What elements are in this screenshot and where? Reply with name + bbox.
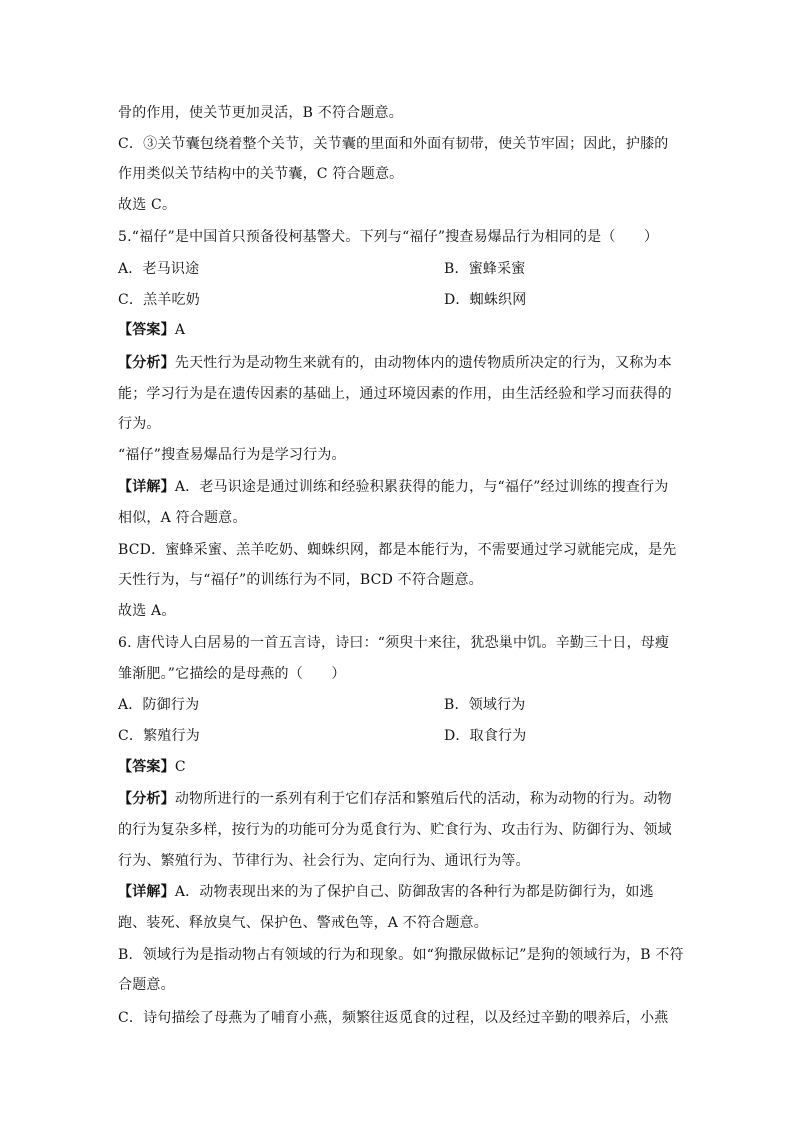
option-b: B．蜜蜂采蜜 (444, 261, 526, 277)
analysis-text: 动物所进行的一系列有利于它们存活和繁殖后代的活动，称为动物的行为。动物 (174, 791, 672, 807)
option-a: A．老马识途 (118, 261, 200, 277)
answer-line (118, 320, 185, 340)
text-line: C．诗句描绘了母燕为了哺育小燕，频繁往返觅食的过程，以及经过辛勤的喂养后，小燕 (118, 1010, 669, 1026)
analysis-line (118, 789, 672, 809)
detail-heading: 【详解】 (118, 884, 175, 900)
text-line: 故选 C。 (118, 197, 177, 213)
question-5-stem: 5.“福仔”是中国首只预备役柯基警犬。下列与“福仔”搜查易爆品行为相同的是（ ） (118, 229, 659, 245)
option-b: B．领域行为 (444, 697, 526, 713)
answer-line (118, 757, 186, 777)
text-line: 合题意。 (118, 977, 175, 993)
option-d: D．取食行为 (444, 728, 527, 744)
text-line: “福仔”搜查易爆品行为是学习行为。 (118, 447, 346, 463)
option-d: D．蜘蛛织网 (444, 292, 527, 308)
analysis-line (118, 353, 672, 373)
answer-value: C (174, 759, 186, 775)
option-c: C．繁殖行为 (118, 728, 200, 744)
detail-line (118, 882, 654, 902)
text-line: 的行为复杂多样，按行为的功能可分为觅食行为、贮食行为、攻击行为、防御行为、领域 (118, 822, 672, 838)
detail-text: A．动物表现出来的为了保护自己、防御敌害的各种行为都是防御行为，如逃 (174, 884, 654, 900)
analysis-heading: 【分析】 (118, 355, 175, 371)
detail-heading: 【详解】 (118, 479, 175, 495)
text-line: BCD．蜜蜂采蜜、羔羊吃奶、蜘蛛织网，都是本能行为，不需要通过学习就能完成，是先 (118, 542, 677, 558)
detail-text: A．老马识途是通过训练和经验积累获得的能力，与“福仔”经过训练的搜查行为 (174, 479, 669, 495)
text-line: 行为。 (118, 416, 161, 432)
answer-heading: 【答案】 (118, 322, 175, 338)
text-line: 行为、繁殖行为、节律行为、社会行为、定向行为、通讯行为等。 (118, 853, 530, 869)
answer-value: A (174, 322, 186, 338)
analysis-text: 先天性行为是动物生来就有的，由动物体内的遗传物质所决定的行为，又称为本 (174, 355, 672, 371)
analysis-heading: 【分析】 (118, 791, 175, 807)
text-line: 故选 A。 (118, 603, 176, 619)
detail-line (118, 477, 668, 497)
text-line: 雏渐肥。”它描绘的是母燕的（ ） (118, 666, 346, 682)
option-a: A．防御行为 (118, 697, 200, 713)
text-line: 跑、装死、释放臭气、保护色、警戒色等，A 不符合题意。 (118, 915, 488, 931)
option-c: C．羔羊吃奶 (118, 292, 200, 308)
text-line: C．③关节囊包绕着整个关节，关节囊的里面和外面有韧带，使关节牢固；因此，护膝的 (118, 136, 669, 152)
question-6-stem: 6. 唐代诗人白居易的一首五言诗，诗曰：“须臾十来往，犹恐巢中饥。辛勤三十日，母瘦 (118, 635, 670, 651)
text-line: 作用类似关节结构中的关节囊，C 符合题意。 (118, 166, 404, 182)
text-line: B．领域行为是指动物占有领域的行为和现象。如“狗撒尿做标记”是狗的领域行为，B 不符 (118, 947, 684, 963)
answer-heading: 【答案】 (118, 759, 175, 775)
text-line: 能；学习行为是在遗传因素的基础上，通过环境因素的作用，由生活经验和学习而获得的 (118, 386, 672, 402)
text-line: 相似，A 符合题意。 (118, 510, 247, 526)
text-line: 骨的作用，使关节更加灵活，B 不符合题意。 (118, 105, 403, 121)
text-line: 天性行为，与“福仔”的训练行为不同，BCD 不符合题意。 (118, 572, 483, 588)
